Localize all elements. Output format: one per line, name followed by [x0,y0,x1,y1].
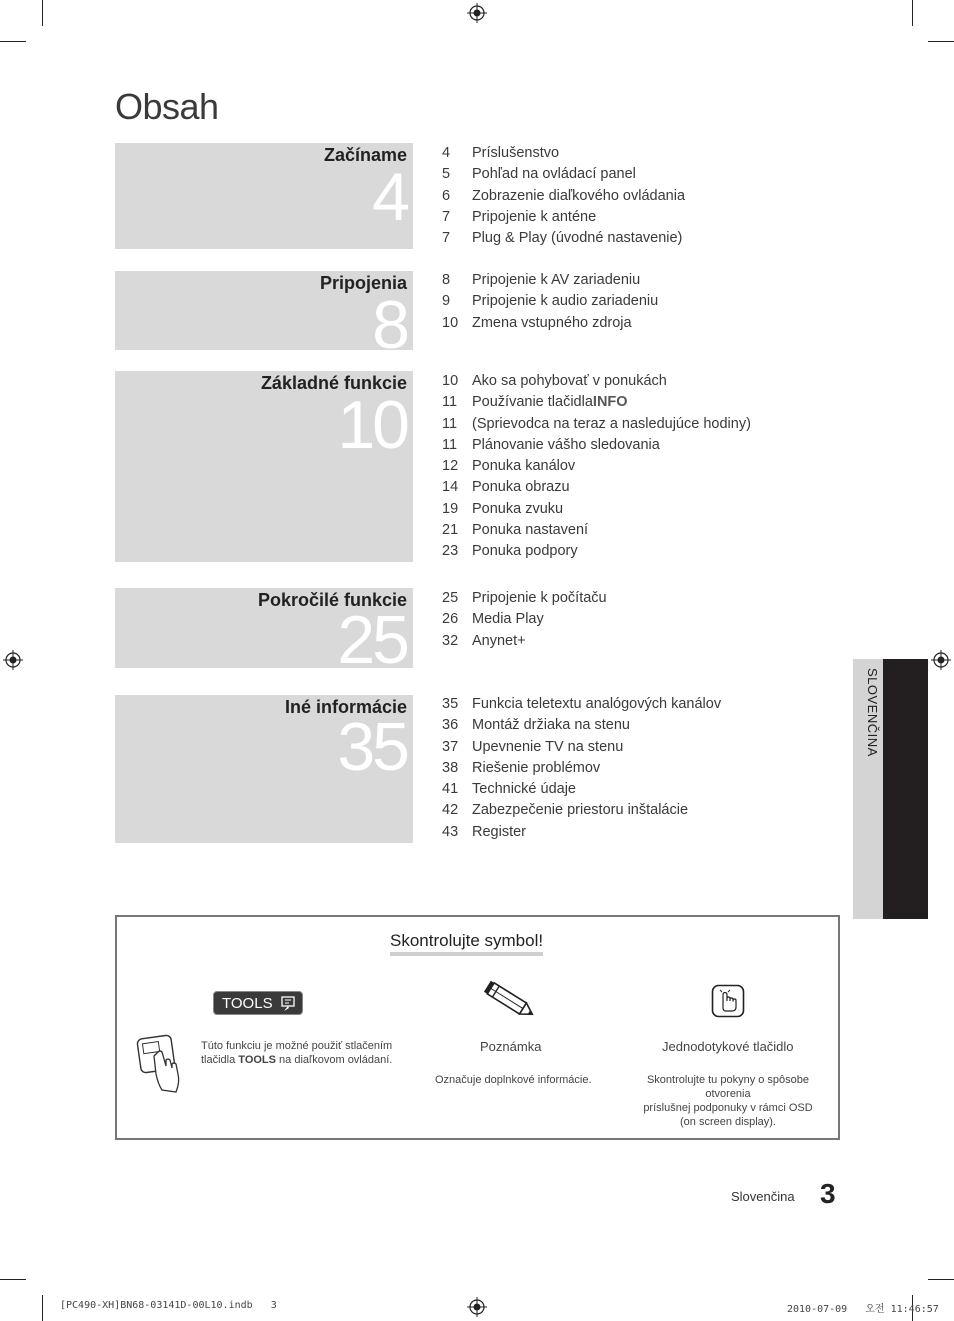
chapter-box [115,371,413,562]
note-description: Označuje doplnkové informácie. [435,1074,592,1086]
registration-mark-icon [467,3,487,23]
toc-entry[interactable]: 35 Funkcia teletextu analógových kanálov [442,696,722,712]
crop-mark [912,0,913,26]
toc-entry[interactable]: 26 Media Play [442,611,544,628]
toc-list [442,694,721,843]
toc-entry[interactable]: 7 Plug & Play (úvodné nastavenie) [442,230,683,247]
tools-pointer-icon [280,996,296,1012]
toc-entry[interactable]: 9 Pripojenie k audio zariadeniu [442,293,659,310]
language-tab-accent [883,659,928,919]
pencil-icon [481,980,539,1022]
toc-list [442,143,685,249]
chapter-title: Začíname [323,145,407,165]
toc-entry[interactable]: 7 Pripojenie k anténe [442,208,597,225]
toc-entry[interactable]: 4 Príslušenstvo [442,145,560,161]
toc-entry[interactable]: 37 Upevnenie TV na stenu [442,738,624,755]
tools-badge-label: TOOLS [222,995,273,1012]
registration-mark-icon [3,650,23,670]
language-tab-label: SLOVENČINA [865,668,880,757]
toc-entry[interactable]: 38 Riešenie problémov [442,759,601,776]
chapter-title: Pokročilé funkcie [257,590,407,610]
toc-entry[interactable]: 11 Používanie tlačidlaINFO [442,394,628,411]
chapter-box [115,695,413,843]
toc-entry[interactable]: 6 Zobrazenie diaľkového ovládania [442,187,686,204]
tools-description: Túto funkciu je možné použiť stlačením tlačidla TOOLS na diaľkovom ovládaní. [201,1040,393,1066]
footer-language: Slovenčina [731,1189,795,1204]
toc-entry[interactable]: 43 Register [442,823,526,840]
chapter-number: 4 [372,159,407,235]
toc-entry[interactable]: 5 Pohľad na ovládací panel [442,166,636,183]
registration-mark-icon [931,650,951,670]
toc-entry[interactable]: 21 Ponuka nastavení [442,522,589,539]
crop-mark [0,41,26,42]
crop-mark [42,0,43,26]
toc-entry[interactable]: 36 Montáž držiaka na stenu [442,717,630,734]
toc-entry[interactable]: 23 Ponuka podpory [442,543,578,560]
toc-entry[interactable]: 11 (Sprievodca na teraz a nasledujúce hodiny) [442,415,751,432]
crop-mark [0,1279,26,1280]
chapter-box [115,588,413,678]
toc-entry[interactable]: 10 Ako sa pohybovať v ponukách [442,373,667,389]
crop-mark [928,41,954,42]
toc-entry[interactable]: 41 Technické údaje [442,781,576,798]
registration-mark-icon [467,1297,487,1317]
toc-entry[interactable]: 10 Zmena vstupného zdroja [442,314,632,331]
toc-entry[interactable]: 11 Plánovanie vášho sledovania [442,436,660,453]
one-touch-description: Skontrolujte tu pokyny o spôsobe otvorenia príslušnej podponuky v rámci OSD (on screen display). [643,1074,813,1128]
chapter-box [115,143,413,249]
chapter-number: 8 [372,287,407,363]
toc-entry[interactable]: 32 Anynet+ [442,632,526,649]
toc-entry[interactable]: 12 Ponuka kanálov [442,458,576,475]
toc-entry[interactable]: 14 Ponuka obrazu [442,479,570,496]
chapter-number: 35 [337,709,407,785]
chapter-box [115,271,413,363]
tools-badge [213,991,303,1015]
crop-mark [42,1295,43,1321]
symbol-legend-heading: Skontrolujte symbol! [390,931,543,956]
chapter-number: 10 [337,387,407,463]
touch-button-icon [711,984,745,1018]
page-title: Obsah [115,86,219,127]
toc-list [442,588,607,652]
crop-mark [928,1279,954,1280]
print-info-file: [PC490-XH]BN68-03141D-00L10.indb 3 [60,1300,277,1311]
toc-entry[interactable]: 19 Ponuka zvuku [442,500,564,517]
chapter-title: Iné informácie [284,697,407,717]
toc-list [442,371,751,563]
print-info-timestamp: 2010-07-09 오전 11:46:57 [787,1304,939,1315]
chapter-number: 25 [337,602,407,678]
note-label: Poznámka [480,1039,542,1054]
tools-hand-icon [136,1034,182,1096]
page-number: 3 [820,1178,836,1209]
chapter-title: Pripojenia [319,273,407,293]
toc-entry[interactable]: 25 Pripojenie k počítaču [442,590,607,606]
one-touch-label: Jednodotykové tlačidlo [662,1039,794,1054]
toc-entry[interactable]: 8 Pripojenie k AV zariadeniu [442,272,641,288]
chapter-title: Základné funkcie [260,373,407,393]
toc-list [442,270,658,334]
toc-entry[interactable]: 42 Zabezpečenie priestoru inštalácie [442,802,689,819]
